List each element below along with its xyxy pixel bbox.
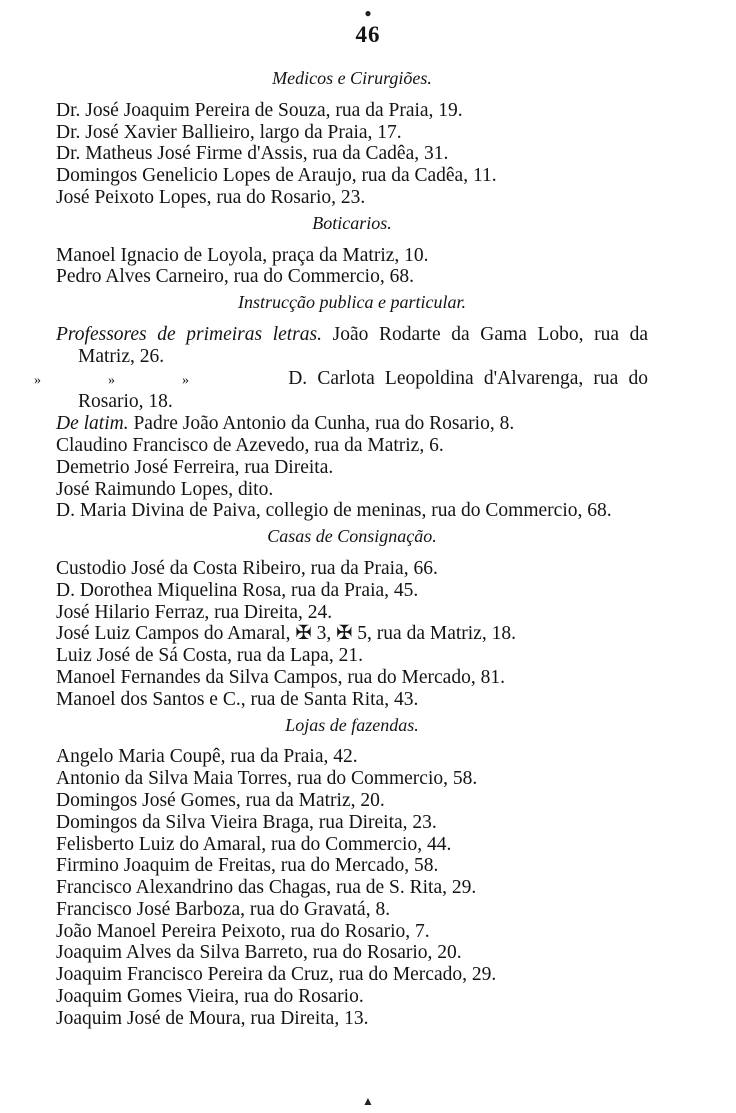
list-item: José Luiz Campos do Amaral, ✠ 3, ✠ 5, rua da Matriz, 18.	[56, 623, 516, 645]
list-item: Domingos Genelicio Lopes de Araujo, rua da Cadêa, 11.	[56, 165, 497, 187]
list-item: Felisberto Luiz do Amaral, rua do Commercio, 44.	[56, 833, 452, 855]
entry-lead: Professores de primeiras letras.	[56, 323, 322, 345]
list-item: José Peixoto Lopes, rua do Rosario, 23.	[56, 186, 366, 208]
page-number: 46	[355, 22, 381, 47]
list-item: José Raimundo Lopes, dito.	[56, 478, 274, 500]
list-item: Joaquim José de Moura, rua Direita, 13.	[56, 1007, 369, 1029]
list-item: Francisco José Barboza, rua do Gravatá, 8.	[56, 898, 391, 920]
section-heading-medicos: Medicos e Cirurgiões.	[272, 68, 432, 88]
section-heading-instrucao: Instrucção publica e particular.	[238, 292, 466, 313]
entry-lead: De latim.	[56, 413, 129, 435]
list-item: Francisco Alexandrino das Chagas, rua de S. Rita, 29.	[56, 877, 477, 899]
list-item: Domingos José Gomes, rua da Matriz, 20.	[56, 789, 385, 811]
entry-text: Padre João Antonio da Cunha, rua do Rosario, 8.	[128, 413, 515, 435]
list-item: Dr. José Xavier Ballieiro, largo da Praia, 17.	[56, 121, 402, 143]
list-item: Angelo Maria Coupê, rua da Praia, 42.	[56, 746, 358, 768]
list-item: Claudino Francisco de Azevedo, rua da Matriz, 6.	[56, 434, 444, 456]
list-item: Manoel Ignacio de Loyola, praça da Matriz, 10.	[56, 244, 429, 266]
list-item: Custodio José da Costa Ribeiro, rua da Praia, 66.	[56, 557, 438, 579]
list-item: Firmino Joaquim de Freitas, rua do Mercado, 58.	[56, 855, 439, 877]
bottom-ornament-dot: ▲	[362, 1094, 374, 1108]
list-item: Antonio da Silva Maia Torres, rua do Commercio, 58.	[56, 768, 478, 790]
list-item: D. Dorothea Miquelina Rosa, rua da Praia, 45.	[56, 579, 419, 601]
ditto-mark: »	[108, 372, 115, 388]
section-heading-boticarios: Boticarios.	[312, 212, 392, 233]
list-item: João Manoel Pereira Peixoto, rua do Rosario, 7.	[56, 920, 430, 942]
ditto-mark: »	[34, 372, 41, 388]
list-item	[34, 367, 649, 414]
list-item: D. Maria Divina de Paiva, collegio de meninas, rua do Commercio, 68.	[56, 500, 612, 522]
list-item: Joaquim Alves da Silva Barreto, rua do Rosario, 20.	[56, 942, 462, 964]
entry-text: D. Carlota Leopoldina d'Alvarenga, rua do Rosario, 18.	[78, 367, 649, 413]
list-item: Manoel dos Santos e C., rua de Santa Rita, 43.	[56, 688, 419, 710]
list-item: Manoel Fernandes da Silva Campos, rua do Mercado, 81.	[56, 666, 505, 688]
entry-text: João Rodarte da Gama Lobo, rua da Matriz, 26.	[78, 323, 649, 367]
top-ornament-dot: ●	[364, 6, 372, 20]
list-item: Dr. José Joaquim Pereira de Souza, rua da Praia, 19.	[56, 99, 463, 121]
list-item: Domingos da Silva Vieira Braga, rua Direita, 23.	[56, 811, 437, 833]
list-item	[56, 324, 648, 368]
section-heading-consignacao: Casas de Consignação.	[267, 526, 437, 547]
list-item: Demetrio José Ferreira, rua Direita.	[56, 456, 334, 478]
list-item: Joaquim Francisco Pereira da Cruz, rua do Mercado, 29.	[56, 964, 497, 986]
list-item: José Hilario Ferraz, rua Direita, 24.	[56, 601, 333, 623]
page-content	[34, 64, 649, 1030]
list-item: Dr. Matheus José Firme d'Assis, rua da Cadêa, 31.	[56, 143, 449, 165]
list-item	[56, 413, 648, 435]
ditto-mark: »	[182, 372, 189, 388]
list-item: Joaquim Gomes Vieira, rua do Rosario.	[56, 986, 364, 1008]
list-item: Pedro Alves Carneiro, rua do Commercio, 68.	[56, 266, 414, 288]
section-heading-lojas: Lojas de fazendas.	[285, 714, 419, 735]
list-item: Luiz José de Sá Costa, rua da Lapa, 21.	[56, 645, 364, 667]
